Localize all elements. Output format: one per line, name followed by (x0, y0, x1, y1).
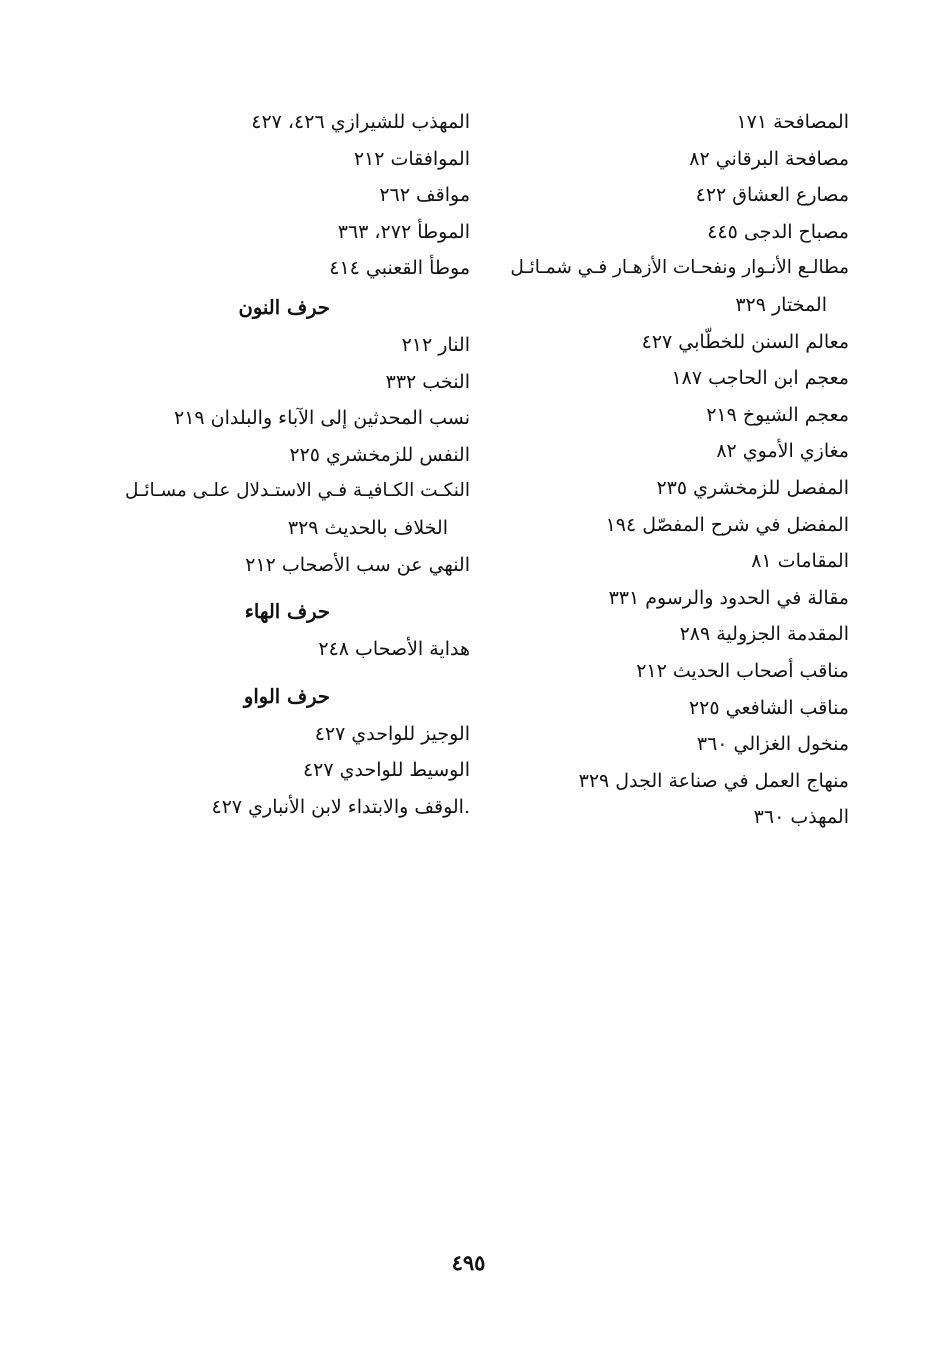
index-entry: مصافحة البرقاني ٨٢ (689, 147, 849, 170)
index-entry: معجم الشيوخ ٢١٩ (706, 403, 849, 426)
index-entry: منهاج العمل في صناعة الجدل ٣٢٩ (578, 769, 849, 792)
index-entry: المهذب ٣٦٠ (753, 806, 849, 829)
index-entry: المفضل في شرح المفصّل ١٩٤ (605, 513, 849, 536)
index-entry-continuation: الخلاف بالحديث ٣٢٩ (287, 516, 448, 539)
index-entry: الموافقات ٢١٢ (353, 147, 470, 170)
section-heading-ha: حرف الهاء (244, 600, 330, 624)
index-entry: الوسيط للواحدي ٤٢٧ (302, 759, 470, 782)
index-entry: النكـت الكـافيـة فـي الاستـدلال علـى مسـائـل (125, 480, 470, 502)
index-entry: المهذب للشيرازي ٤٢٦، ٤٢٧ (251, 111, 470, 133)
index-entry: مغازي الأموي ٨٢ (716, 440, 849, 463)
index-entry: المقامات ٨١ (751, 550, 849, 573)
index-entry: .الوقف والابتداء لابن الأنباري ٤٢٧ (211, 795, 470, 818)
index-entry: الموطأ ٢٧٢، ٣٦٣ (337, 220, 470, 243)
index-entry: النار ٢١٢ (401, 333, 470, 356)
index-entry: مواقف ٢٦٢ (379, 184, 470, 207)
index-entry-continuation: المختار ٣٢٩ (735, 293, 827, 316)
index-entry: النخب ٣٣٢ (385, 370, 470, 393)
index-entry: المصافحة ١٧١ (736, 111, 849, 133)
index-entry: مصباح الدجى ٤٤٥ (707, 220, 849, 243)
index-entry: معجم ابن الحاجب ١٨٧ (671, 367, 849, 390)
index-entry: مناقب الشافعي ٢٢٥ (688, 696, 849, 719)
index-entry: النفس للزمخشري ٢٢٥ (289, 443, 470, 466)
index-entry: المقدمة الجزولية ٢٨٩ (679, 623, 849, 646)
index-entry: النهي عن سب الأصحاب ٢١٢ (245, 553, 470, 576)
index-entry: معالم السنن للخطّابي ٤٢٧ (641, 330, 849, 353)
section-heading-nun: حرف النون (238, 295, 330, 319)
index-entry: منخول الغزالي ٣٦٠ (696, 733, 849, 756)
index-entry: مصارع العشاق ٤٢٢ (695, 184, 849, 207)
index-entry: مطالـع الأنـوار ونفحـات الأزهـار فـي شمـائـل (510, 257, 849, 279)
index-entry: موطأ القعنبي ٤١٤ (329, 257, 470, 280)
index-entry: هداية الأصحاب ٢٤٨ (318, 638, 470, 661)
index-entry: نسب المحدثين إلى الآباء والبلدان ٢١٩ (174, 407, 470, 430)
index-entry: مناقب أصحاب الحديث ٢١٢ (636, 659, 849, 682)
section-heading-waw: حرف الواو (243, 684, 330, 708)
index-column-left (100, 104, 470, 826)
index-entry: مقالة في الحدود والرسوم ٣٣١ (608, 586, 849, 609)
index-entry: الوجيز للواحدي ٤٢٧ (314, 722, 470, 745)
index-entry: المفصل للزمخشري ٢٣٥ (656, 476, 849, 499)
index-column-right (499, 104, 849, 836)
page-number: ٤٩٥ (451, 1250, 486, 1275)
